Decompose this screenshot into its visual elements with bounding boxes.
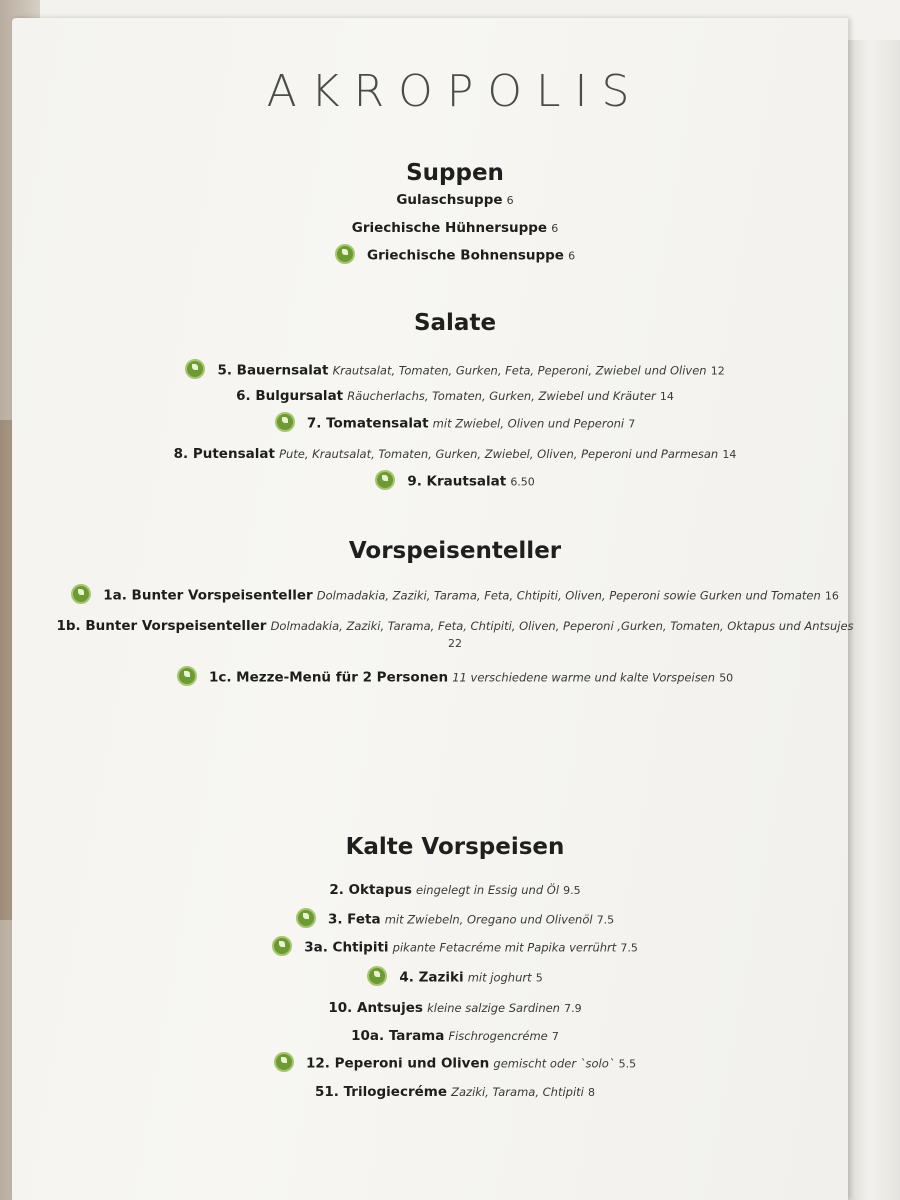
menu-item bbox=[12, 246, 898, 266]
item-description: Fischrogencréme bbox=[448, 1029, 548, 1043]
menu-item bbox=[12, 446, 898, 462]
menu-item bbox=[12, 220, 898, 236]
item-price: 50 bbox=[719, 671, 734, 685]
item-price: 6 bbox=[551, 222, 559, 235]
item-description: Pute, Krautsalat, Tomaten, Gurken, Zwiebel, Oliven, Peperoni und Parmesan bbox=[279, 447, 719, 461]
item-name: 3. Feta bbox=[327, 911, 381, 928]
item-description: pikante Fetacréme mit Papika verrührt bbox=[392, 940, 617, 955]
item-price: 14 bbox=[722, 448, 737, 461]
vegan-leaf-icon bbox=[375, 470, 395, 490]
vegan-leaf-icon bbox=[272, 936, 292, 956]
vegan-leaf-icon bbox=[274, 1052, 294, 1072]
menu-item bbox=[12, 968, 898, 988]
item-price: 7 bbox=[628, 417, 636, 431]
item-name: 10a. Tarama bbox=[351, 1028, 445, 1044]
vegan-leaf-icon bbox=[367, 966, 387, 986]
section-title-vorspeisenteller: Vorspeisenteller bbox=[348, 538, 562, 564]
item-price: 14 bbox=[659, 390, 674, 403]
item-name: 2. Oktapus bbox=[329, 882, 412, 898]
item-description: Räucherlachs, Tomaten, Gurken, Zwiebel und Kräuter bbox=[347, 389, 656, 403]
item-price: 6.50 bbox=[510, 475, 535, 489]
vegan-leaf-icon bbox=[177, 666, 197, 686]
menu-item bbox=[12, 192, 898, 208]
item-name: 6. Bulgursalat bbox=[236, 388, 344, 404]
item-description: Zaziki, Tarama, Chtipiti bbox=[451, 1085, 584, 1099]
item-price: 7 bbox=[551, 1030, 559, 1043]
item-price: 12 bbox=[710, 364, 725, 378]
item-price: 16 bbox=[824, 589, 839, 603]
menu-item bbox=[12, 882, 898, 898]
item-price: 5 bbox=[535, 971, 543, 985]
section-title-salate: Salate bbox=[413, 310, 497, 336]
item-description: eingelegt in Essig und Öl bbox=[416, 883, 560, 897]
item-name: Griechische Bohnensuppe bbox=[367, 247, 564, 264]
item-price: 7.5 bbox=[620, 941, 638, 955]
item-description: Dolmadakia, Zaziki, Tarama, Feta, Chtipiti, Oliven, Peperoni sowie Gurken und Tomaten bbox=[316, 588, 821, 603]
item-name: 1c. Mezze-Menü für 2 Personen bbox=[208, 669, 449, 686]
item-description: Krautsalat, Tomaten, Gurken, Feta, Peperoni, Zwiebel und Oliven bbox=[332, 363, 707, 378]
item-price: 5.5 bbox=[618, 1057, 637, 1071]
menu-item bbox=[12, 1084, 898, 1100]
item-description: mit Zwiebeln, Oregano und Olivenöl bbox=[384, 912, 593, 927]
item-name: 3a. Chtipiti bbox=[304, 939, 389, 956]
item-description: kleine salzige Sardinen bbox=[427, 1001, 560, 1015]
menu-item bbox=[12, 472, 898, 492]
menu-item bbox=[12, 910, 898, 930]
menu-page bbox=[12, 18, 854, 1200]
item-name: Griechische Hühnersuppe bbox=[351, 220, 548, 236]
item-name: 7. Tomatensalat bbox=[306, 415, 429, 432]
item-description: mit Zwiebel, Oliven und Peperoni bbox=[432, 416, 625, 431]
item-name: 9. Krautsalat bbox=[407, 473, 507, 490]
menu-item bbox=[12, 414, 898, 434]
restaurant-logo: AKROPOLIS bbox=[266, 66, 644, 117]
item-name: Gulaschsuppe bbox=[396, 192, 503, 208]
item-price: 22 bbox=[448, 637, 462, 650]
item-name: 10. Antsujes bbox=[328, 1000, 423, 1016]
item-name: 12. Peperoni und Oliven bbox=[306, 1055, 490, 1072]
item-name: 8. Putensalat bbox=[173, 446, 275, 462]
item-price: 6 bbox=[506, 194, 514, 207]
menu-item bbox=[12, 1054, 898, 1074]
item-price: 7.5 bbox=[596, 913, 615, 927]
item-price: 7.9 bbox=[564, 1002, 582, 1015]
section-title-suppen: Suppen bbox=[406, 160, 504, 186]
vegan-leaf-icon bbox=[335, 244, 355, 264]
menu-item bbox=[12, 938, 898, 958]
item-description: 11 verschiedene warme und kalte Vorspeisen bbox=[452, 670, 716, 685]
item-description: mit joghurt bbox=[467, 970, 532, 985]
section-title-kalte-vorspeisen: Kalte Vorspeisen bbox=[345, 834, 565, 860]
menu-item bbox=[52, 618, 858, 652]
menu-item bbox=[12, 388, 898, 404]
menu-item bbox=[12, 1000, 898, 1016]
menu-item bbox=[12, 668, 898, 688]
menu-item bbox=[12, 1028, 898, 1044]
item-description: gemischt oder `solo` bbox=[493, 1056, 615, 1071]
vegan-leaf-icon bbox=[275, 412, 295, 432]
item-name: 1b. Bunter Vorspeisenteller bbox=[56, 618, 267, 634]
vegan-leaf-icon bbox=[296, 908, 316, 928]
item-name: 5. Bauernsalat bbox=[217, 362, 329, 379]
item-name: 51. Trilogiecréme bbox=[314, 1084, 447, 1100]
item-price: 9.5 bbox=[563, 884, 581, 897]
vegan-leaf-icon bbox=[185, 359, 205, 379]
vegan-leaf-icon bbox=[71, 584, 91, 604]
item-price: 8 bbox=[588, 1086, 596, 1099]
item-description: Dolmadakia, Zaziki, Tarama, Feta, Chtipiti, Oliven, Peperoni ,Gurken, Tomaten, Oktapus und Antsujes bbox=[270, 619, 854, 633]
item-name: 1a. Bunter Vorspeisenteller bbox=[103, 587, 313, 604]
menu-item bbox=[12, 586, 898, 606]
item-price: 6 bbox=[568, 249, 576, 263]
item-name: 4. Zaziki bbox=[399, 969, 464, 986]
menu-item bbox=[12, 361, 898, 381]
